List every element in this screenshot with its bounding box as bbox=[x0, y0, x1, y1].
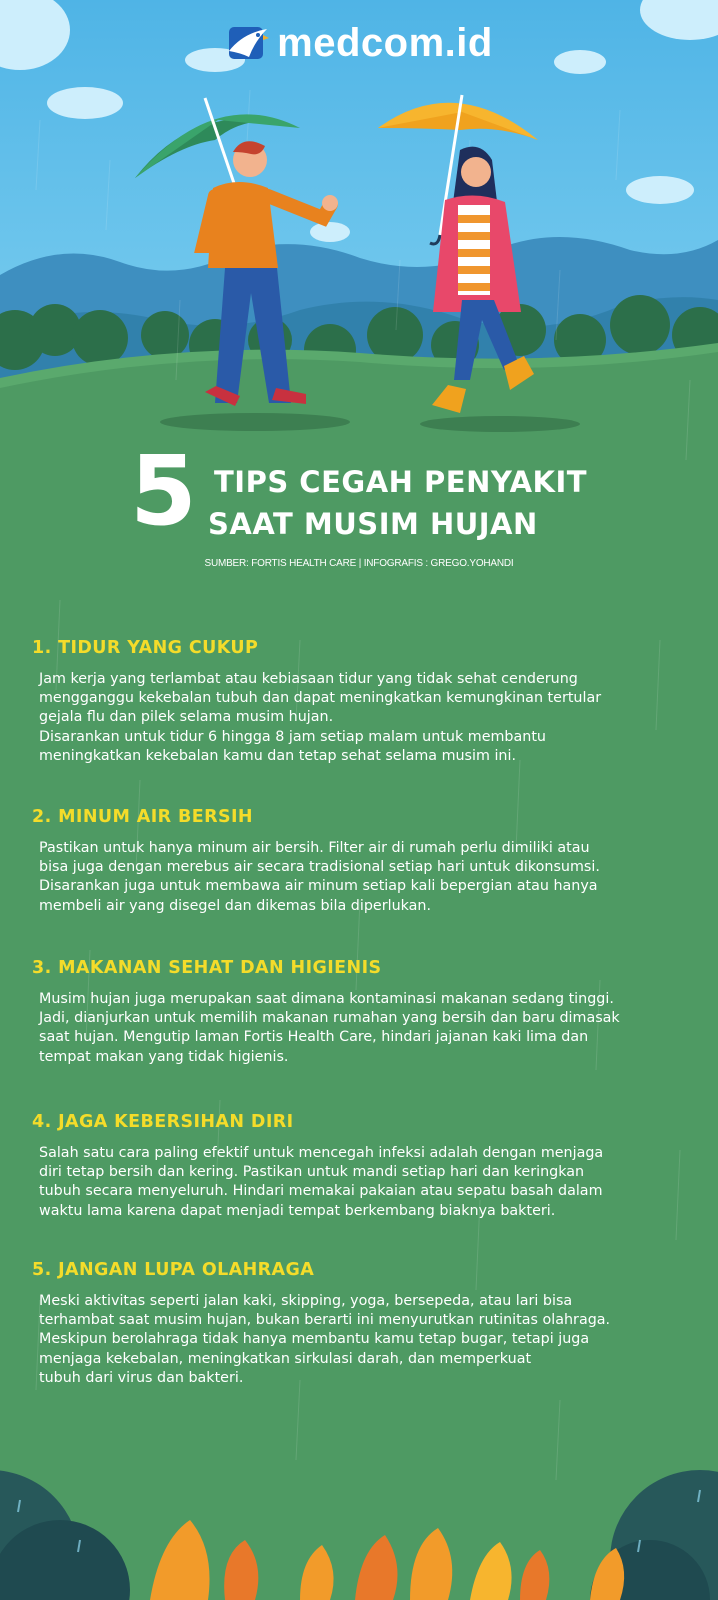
tip-text-line: tubuh secara menyeluruh. Hindari memakai pakaian atau sepatu basah dalam bbox=[39, 1183, 603, 1200]
tip-text-line: bisa juga dengan merebus air secara tradisional setiap hari untuk dikonsumsi. bbox=[39, 859, 600, 876]
tip-text-line: Jadi, dianjurkan untuk memilih makanan rumahan yang bersih dan baru dimasak bbox=[39, 1010, 620, 1027]
title-line-2: SAAT MUSIM HUJAN bbox=[208, 507, 538, 541]
tip-text-line: Pastikan untuk hanya minum air bersih. Filter air di rumah perlu dimiliki atau bbox=[39, 840, 590, 856]
tip-text-line: mengganggu kekebalan tubuh dan dapat meningkatkan kemungkinan tertular bbox=[39, 690, 602, 707]
title-number: 5 bbox=[130, 435, 197, 547]
logo-text: medcom.id bbox=[277, 20, 493, 65]
tip-body bbox=[39, 1292, 692, 1388]
tip-text-line: Disarankan juga untuk membawa air minum setiap kali bepergian atau hanya bbox=[39, 878, 598, 895]
tip-text-line: Musim hujan juga merupakan saat dimana kontaminasi makanan sedang tinggi. bbox=[39, 991, 614, 1007]
tip-heading: 3. MAKANAN SEHAT DAN HIGIENIS bbox=[32, 958, 382, 978]
tip-heading: 2. MINUM AIR BERSIH bbox=[32, 807, 253, 827]
title-block bbox=[130, 435, 690, 565]
tip-heading: 1. TIDUR YANG CUKUP bbox=[32, 638, 259, 658]
tip-5 bbox=[32, 1260, 692, 1388]
title-line-1: TIPS CEGAH PENYAKIT bbox=[214, 465, 588, 499]
tip-1 bbox=[32, 638, 692, 766]
tip-text-line: membeli air yang disegel dan dikemas bila diperlukan. bbox=[39, 897, 432, 914]
tip-body bbox=[39, 839, 692, 916]
tip-text-line: tubuh dari virus dan bakteri. bbox=[39, 1369, 244, 1386]
tip-3 bbox=[32, 958, 692, 1067]
tip-2 bbox=[32, 807, 692, 916]
tip-4 bbox=[32, 1112, 692, 1221]
tip-text-line: saat hujan. Mengutip laman Fortis Health Care, hindari jajanan kaki lima dan bbox=[39, 1029, 589, 1046]
tip-text-line: tempat makan yang tidak higienis. bbox=[39, 1048, 289, 1065]
tip-body bbox=[39, 990, 692, 1067]
tip-text-line: Disarankan untuk tidur 6 hingga 8 jam setiap malam untuk membantu bbox=[39, 728, 546, 745]
tip-text-line: Meski aktivitas seperti jalan kaki, skipping, yoga, bersepeda, atau lari bisa bbox=[39, 1293, 573, 1309]
tip-text-line: meningkatkan kekebalan kamu dan tetap sehat selama musim ini. bbox=[39, 747, 516, 764]
tip-text-line: gejala flu dan pilek selama musim hujan. bbox=[39, 709, 334, 726]
eagle-logo-icon bbox=[225, 23, 269, 63]
tip-text-line: diri tetap bersih dan kering. Pastikan untuk mandi setiap hari dan keringkan bbox=[39, 1164, 585, 1181]
tip-text-line: menjaga kekebalan, meningkatkan sirkulasi darah, dan memperkuat bbox=[39, 1350, 532, 1367]
tip-text-line: waktu lama karena dapat menjadi tempat berkembang biaknya bakteri. bbox=[39, 1202, 556, 1219]
tip-body bbox=[39, 1144, 692, 1221]
tip-text-line: terhambat saat musim hujan, bukan berarti ini menyurutkan rutinitas olahraga. bbox=[39, 1312, 611, 1329]
tip-heading: 4. JAGA KEBERSIHAN DIRI bbox=[32, 1112, 294, 1132]
tip-text-line: Salah satu cara paling efektif untuk mencegah infeksi adalah dengan menjaga bbox=[39, 1145, 604, 1161]
source-credit: SUMBER: FORTIS HEALTH CARE | INFOGRAFIS : GREGO.YOHANDI bbox=[204, 558, 514, 569]
brand-logo[interactable] bbox=[0, 18, 718, 68]
tip-body bbox=[39, 670, 692, 766]
tip-text-line: Meskipun berolahraga tidak hanya membantu kamu tetap bugar, tetapi juga bbox=[39, 1331, 590, 1348]
tip-text-line: Jam kerja yang terlambat atau kebiasaan tidur yang tidak sehat cenderung bbox=[39, 671, 578, 687]
tip-heading: 5. JANGAN LUPA OLAHRAGA bbox=[32, 1260, 315, 1280]
